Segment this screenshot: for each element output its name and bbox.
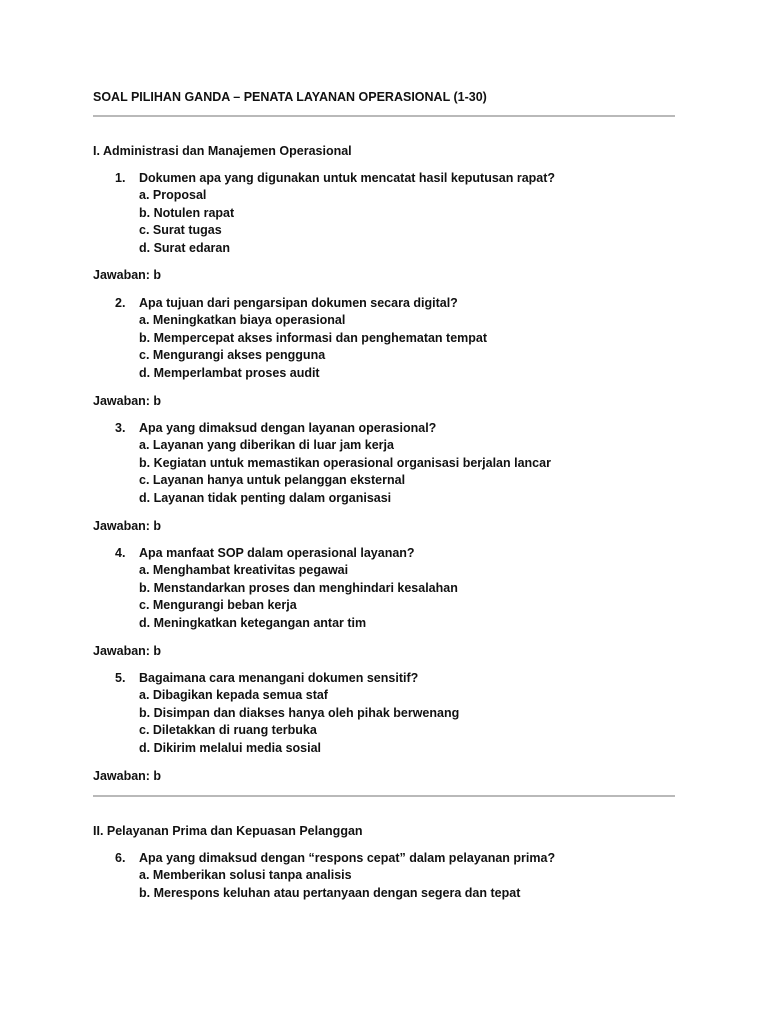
answer-option: a. Layanan yang diberikan di luar jam kerja bbox=[139, 438, 394, 452]
answer-option: d. Dikirim melalui media sosial bbox=[139, 741, 322, 756]
answer-option: d. Meningkatkan ketegangan antar tim bbox=[139, 616, 367, 631]
question-text: Apa yang dimaksud dengan layanan operasional? bbox=[139, 421, 437, 435]
question-block bbox=[93, 294, 683, 383]
section-divider bbox=[93, 115, 675, 117]
answer-option: b. Merespons keluhan atau pertanyaan dengan segera dan tepat bbox=[139, 885, 521, 900]
question-number: 4. bbox=[115, 546, 126, 560]
document-title: SOAL PILIHAN GANDA – PENATA LAYANAN OPERASIONAL (1-30) bbox=[93, 90, 487, 104]
question-text: Apa yang dimaksud dengan “respons cepat” dalam pelayanan prima? bbox=[139, 851, 556, 865]
answer-option: c. Diletakkan di ruang terbuka bbox=[139, 723, 317, 738]
answer-option: b. Kegiatan untuk memastikan operasional organisasi berjalan lancar bbox=[139, 455, 551, 470]
question-number: 2. bbox=[115, 296, 126, 310]
question-text: Apa manfaat SOP dalam operasional layanan? bbox=[139, 546, 415, 560]
answer-key: Jawaban: b bbox=[93, 519, 162, 533]
question-number: 1. bbox=[115, 171, 126, 185]
question-text: Apa tujuan dari pengarsipan dokumen secara digital? bbox=[139, 296, 458, 310]
answer-option: c. Mengurangi akses pengguna bbox=[139, 348, 326, 363]
answer-key: Jawaban: b bbox=[93, 268, 162, 282]
section-heading: I. Administrasi dan Manajemen Operasional bbox=[93, 144, 352, 158]
answer-option: a. Meningkatkan biaya operasional bbox=[139, 313, 346, 327]
answer-option: c. Layanan hanya untuk pelanggan eksternal bbox=[139, 473, 406, 488]
question-block bbox=[93, 849, 683, 902]
question-block bbox=[93, 669, 683, 758]
question-number: 5. bbox=[115, 671, 126, 685]
answer-option: b. Menstandarkan proses dan menghindari kesalahan bbox=[139, 580, 458, 595]
answer-option: b. Mempercepat akses informasi dan penghematan tempat bbox=[139, 330, 488, 345]
answer-option: a. Proposal bbox=[139, 188, 207, 202]
section-heading: II. Pelayanan Prima dan Kepuasan Pelanggan bbox=[93, 824, 363, 838]
answer-option: b. Disimpan dan diakses hanya oleh pihak berwenang bbox=[139, 705, 460, 720]
question-block bbox=[93, 544, 683, 633]
answer-key: Jawaban: b bbox=[93, 644, 162, 658]
question-block bbox=[93, 169, 683, 258]
question-number: 3. bbox=[115, 421, 126, 435]
answer-option: d. Memperlambat proses audit bbox=[139, 366, 320, 381]
question-text: Bagaimana cara menangani dokumen sensitif? bbox=[139, 671, 419, 685]
answer-option: c. Mengurangi beban kerja bbox=[139, 598, 297, 613]
section-divider bbox=[93, 795, 675, 797]
answer-option: a. Menghambat kreativitas pegawai bbox=[139, 563, 349, 577]
answer-option: b. Notulen rapat bbox=[139, 205, 235, 220]
answer-option: d. Surat edaran bbox=[139, 241, 230, 256]
answer-key: Jawaban: b bbox=[93, 769, 162, 783]
answer-option: d. Layanan tidak penting dalam organisasi bbox=[139, 491, 392, 506]
question-text: Dokumen apa yang digunakan untuk mencatat hasil keputusan rapat? bbox=[139, 171, 556, 185]
answer-option: a. Dibagikan kepada semua staf bbox=[139, 688, 328, 702]
answer-option: c. Surat tugas bbox=[139, 223, 222, 238]
answer-key: Jawaban: b bbox=[93, 394, 162, 408]
question-block bbox=[93, 419, 683, 508]
answer-option: a. Memberikan solusi tanpa analisis bbox=[139, 868, 352, 882]
question-number: 6. bbox=[115, 851, 126, 865]
